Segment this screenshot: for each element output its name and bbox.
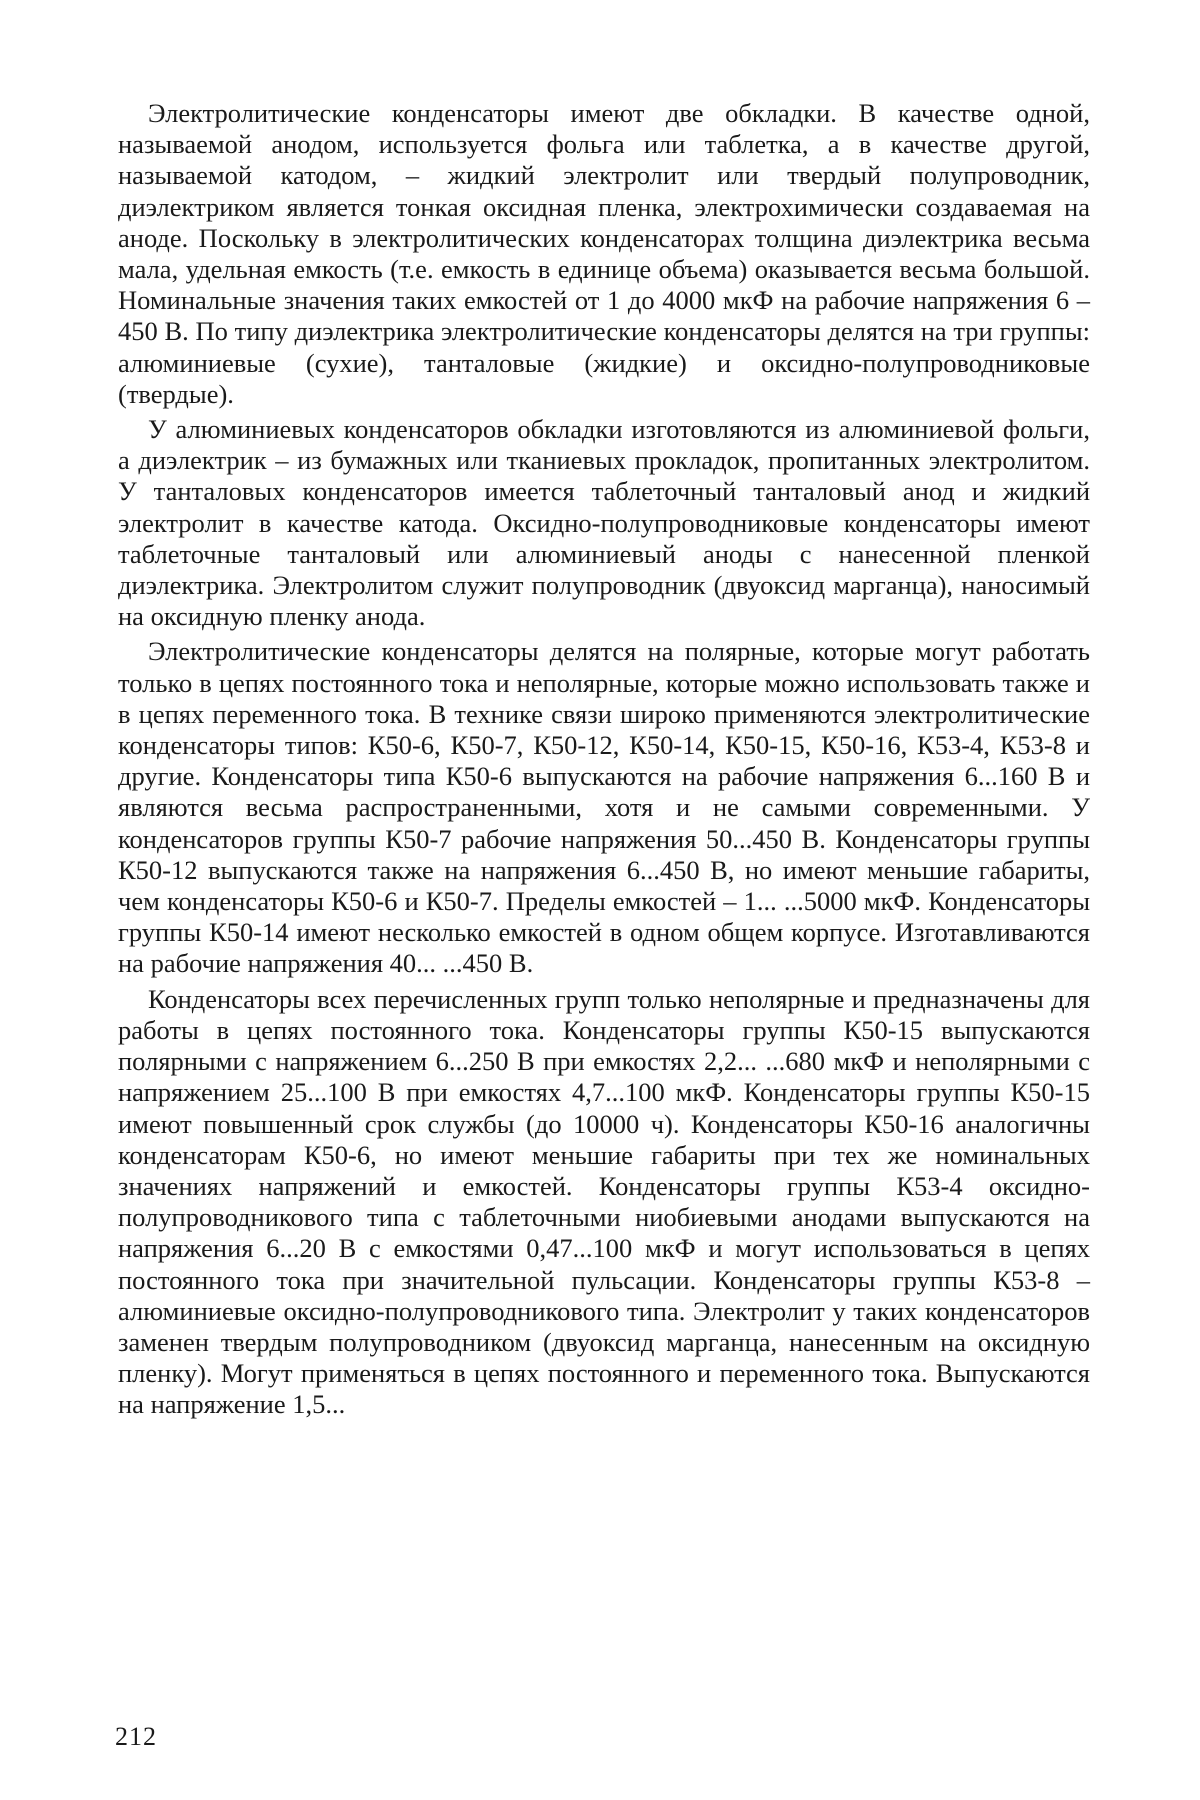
paragraph-polar-types: Электролитические конденсаторы делятся на полярные, которые могут работать только в цепях постоянного тока и неполярные, которые можно использовать также и в цепях переменного тока. В технике связи широко применяются электролитические конденсаторы типов: К50-6, К50-7, К50-12, К50-14, К50-15, К50-16, К53-4, К53-8 и другие. Конденсаторы типа К50-6 выпускаются на рабочие напряжения 6...160 В и являются весьма распространенными, хотя и не самыми современными. У конденсаторов группы К50-7 рабочие напряжения 50...450 В. Конденсаторы группы К50-12 выпускаются также на напряжения 6...450 В, но имеют меньшие габариты, чем конденсаторы К50-6 и К50-7. Пределы емкостей – 1... ...5000 мкФ. Конденсаторы группы К50-14 имеют несколько емкостей в одном общем корпусе. Изготавливаются на рабочие напряжения 40... ...450 В. (118, 636, 1090, 979)
body-text (118, 98, 1090, 1425)
page-number: 212 (115, 1722, 157, 1751)
paragraph-group-details: Конденсаторы всех перечисленных групп только неполярные и предназначены для работы в цепях постоянного тока. Конденсаторы группы К50-15 выпускаются полярными с напряжением 6...250 В при емкостях 2,2... ...680 мкФ и неполярными с напряжением 25...100 В при емкостях 4,7...100 мкФ. Конденсаторы группы К50-15 имеют повышенный срок службы (до 10000 ч). Конденсаторы К50-16 аналогичны конденсаторам К50-6, но имеют меньшие габариты при тех же номинальных значениях напряжений и емкостей. Конденсаторы группы К53-4 оксидно-полупроводникового типа с таблеточными ниобиевыми анодами выпускаются на напряжения 6...20 В с емкостями 0,47...100 мкФ и могут использоваться в цепях постоянного тока при значительной пульсации. Конденсаторы группы К53-8 – алюминиевые оксидно-полупроводникового типа. Электролит у таких конденсаторов заменен твердым полупроводником (двуоксид марганца, нанесенным на оксидную пленку). Могут применяться в цепях постоянного и переменного тока. Выпускаются на напряжение 1,5... (118, 983, 1090, 1420)
paragraph-aluminum-tantalum: У алюминиевых конденсаторов обкладки изготовляются из алюминиевой фольги, а диэлектрик – из бумажных или тканиевых прокладок, пропитанных электролитом. У танталовых конденсаторов имеется таблеточный танталовый анод и жидкий электролит в качестве катода. Оксидно-полупроводниковые конденсаторы имеют таблеточные танталовый или алюминиевый аноды с нанесенной пленкой диэлектрика. Электролитом служит полупроводник (двуоксид марганца), наносимый на оксидную пленку анода. (118, 414, 1090, 632)
paragraph-electrolytic-intro: Электролитические конденсаторы имеют две обкладки. В качестве одной, называемой анодом, используется фольга или таблетка, а в качестве другой, называемой катодом, – жидкий электролит или твердый полупроводник, диэлектриком является тонкая оксидная пленка, электрохимически создаваемая на аноде. Поскольку в электролитических конденсаторах толщина диэлектрика весьма мала, удельная емкость (т.е. емкость в единице объема) оказывается весьма большой. Номинальные значения таких емкостей от 1 до 4000 мкФ на рабочие напряжения 6 – 450 В. По типу диэлектрика электролитические конденсаторы делятся на три группы: алюминиевые (сухие), танталовые (жидкие) и оксидно-полупроводниковые (твердые). (118, 98, 1090, 409)
